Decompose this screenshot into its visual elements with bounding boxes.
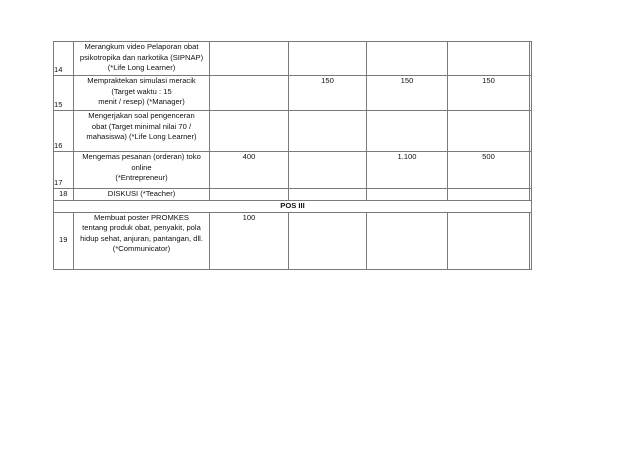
- activity-line: Mengerjakan soal pengenceran: [88, 111, 195, 120]
- table-row: [54, 42, 532, 76]
- value-cell: [289, 111, 367, 152]
- activity-line: mahasiswa) (*Life Long Learner): [86, 132, 197, 141]
- value-cell: [530, 76, 532, 111]
- activity-line: Membuat poster PROMKES: [94, 212, 189, 222]
- row-number: 19: [54, 212, 74, 269]
- activity-cell: [74, 212, 210, 269]
- activity-cell: [74, 189, 210, 201]
- value-cell: [530, 111, 532, 152]
- value-cell: [448, 111, 530, 152]
- row-number: 16: [54, 111, 74, 152]
- value-cell: [530, 152, 532, 189]
- value-cell: 1.100: [367, 152, 448, 189]
- value-cell: [210, 111, 289, 152]
- value-cell: [367, 42, 448, 76]
- value-cell: [367, 189, 448, 201]
- activity-cell: [74, 42, 210, 76]
- table-row: [54, 76, 532, 111]
- activity-line: Merangkum video Pelaporan obat: [84, 42, 199, 51]
- section-header-row: [54, 201, 532, 213]
- row-number: 14: [54, 42, 74, 76]
- activity-line: (Target waktu : 15: [111, 86, 172, 96]
- value-cell: [530, 212, 532, 269]
- row-number: 17: [54, 152, 74, 189]
- activity-line: menit / resep) (*Manager): [98, 97, 185, 106]
- section-label: POS III: [54, 201, 532, 213]
- activity-line: Mempraktekan simulasi meracik: [87, 76, 196, 85]
- table-row: [54, 111, 532, 152]
- table-row: [54, 189, 532, 201]
- activity-line: (*Life Long Learner): [107, 63, 176, 72]
- value-cell: [289, 189, 367, 201]
- value-cell: 500: [448, 152, 530, 189]
- value-cell: 150: [448, 76, 530, 111]
- value-cell: [210, 76, 289, 111]
- value-cell: [289, 212, 367, 269]
- row-number: 18: [54, 189, 74, 201]
- value-cell: 150: [289, 76, 367, 111]
- activity-line: psikotropika dan narkotika (SIPNAP): [79, 52, 204, 62]
- value-cell: [289, 42, 367, 76]
- activity-table: [53, 41, 532, 270]
- value-cell: [367, 111, 448, 152]
- value-cell: [448, 42, 530, 76]
- activity-line: hidup sehat, anjuran, pantangan, dll.: [80, 233, 203, 243]
- table-row: [54, 212, 532, 269]
- activity-line: online: [131, 162, 152, 172]
- value-cell: 400: [210, 152, 289, 189]
- activity-cell: [74, 111, 210, 152]
- row-number: 15: [54, 76, 74, 111]
- activity-cell: [74, 76, 210, 111]
- value-cell: [530, 189, 532, 201]
- value-cell: 100: [210, 212, 289, 269]
- value-cell: [210, 189, 289, 201]
- value-cell: 150: [367, 76, 448, 111]
- value-cell: [210, 42, 289, 76]
- value-cell: [448, 189, 530, 201]
- activity-line: tentang produk obat, penyakit, pola: [82, 223, 201, 232]
- activity-line: Mengemas pesanan (orderan) toko: [82, 152, 201, 161]
- value-cell: [530, 42, 532, 76]
- activity-line: (*Entrepreneur): [115, 173, 168, 182]
- activity-line: DISKUSI (*Teacher): [107, 189, 176, 199]
- value-cell: [448, 212, 530, 269]
- value-cell: [289, 152, 367, 189]
- activity-line: obat (Target minimal nilai 70 /: [91, 121, 192, 131]
- value-cell: [367, 212, 448, 269]
- table-row: [54, 152, 532, 189]
- activity-line: (*Communicator): [112, 244, 171, 253]
- activity-cell: [74, 152, 210, 189]
